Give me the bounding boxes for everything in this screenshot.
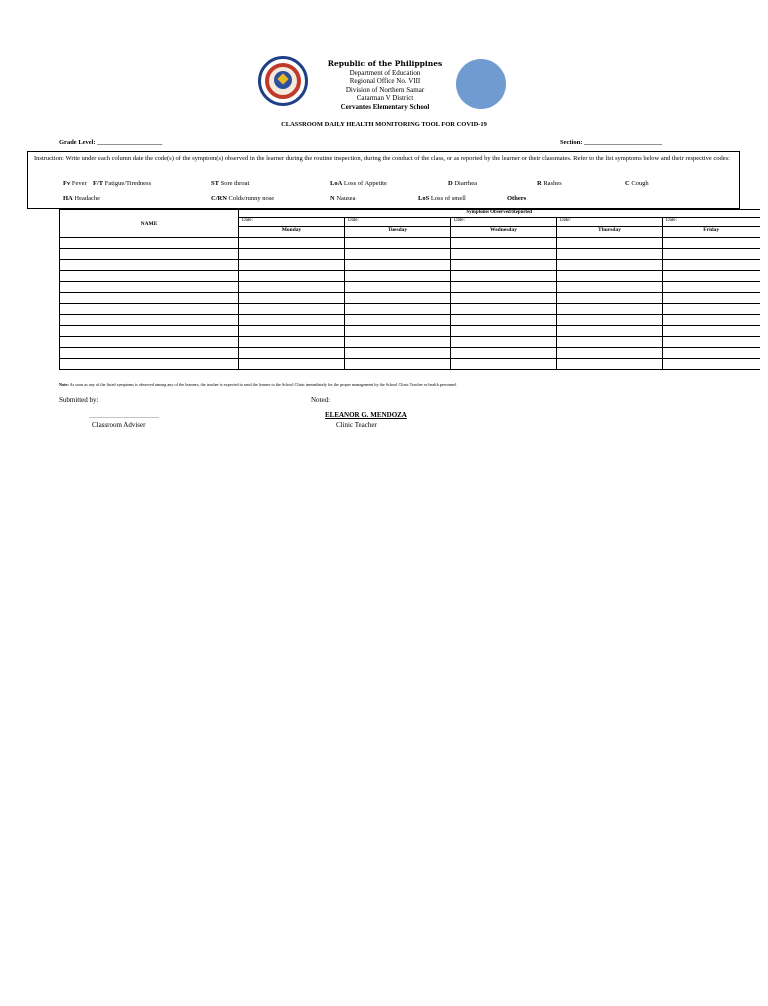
noted-role: Clinic Teacher — [336, 421, 377, 429]
table-row — [60, 271, 760, 282]
symptoms-header: Symptoms Observed/Reported — [239, 210, 760, 218]
table-row — [60, 282, 760, 293]
friday-header: Friday — [663, 227, 760, 238]
table-row — [60, 315, 760, 326]
code-ha: HA Headache — [63, 195, 100, 202]
section-label: Section: — [560, 139, 583, 146]
table-row — [60, 249, 760, 260]
tuesday-date: Date: — [345, 218, 451, 227]
wednesday-date: Date: — [451, 218, 557, 227]
department-text: Department of Education — [349, 68, 421, 77]
code-n: N Nausea — [330, 195, 356, 202]
submitted-role: Classroom Adviser — [92, 421, 146, 429]
friday-date: Date: — [663, 218, 760, 227]
region-text: Regional Office No. VIII — [349, 77, 421, 85]
table-row — [60, 348, 760, 359]
document-title: CLASSROOM DAILY HEALTH MONITORING TOOL FOR COVID-19 — [281, 121, 487, 128]
section-blank: ________________________ — [584, 139, 663, 146]
table-row — [60, 304, 760, 315]
monitoring-table — [59, 209, 760, 370]
noted-name: ELEANOR G. MENDOZA — [325, 411, 407, 419]
division-text: Division of Northern Samar — [345, 85, 425, 94]
code-st: ST Sore throat — [211, 180, 250, 187]
letterhead — [300, 60, 470, 111]
wednesday-header: Wednesday — [451, 227, 557, 238]
instruction-box — [27, 151, 740, 209]
instruction-text: Instruction: Write under each column date the code(s) of the symptom(s) observed in the learner during the routine inspection, during the conduct of the class, or as reported by the learner or their classmates. Refer to the list symptoms below and their respective codes: — [34, 155, 730, 162]
republic-text: Republic of the Philippines — [327, 59, 443, 68]
code-loa: LoA Loss of Appetite — [330, 180, 387, 187]
thursday-date: Date: — [557, 218, 663, 227]
tuesday-header: Tuesday — [345, 227, 451, 238]
noted-label: Noted: — [311, 396, 331, 404]
table-row — [60, 260, 760, 271]
code-others: Others — [507, 195, 527, 202]
note — [59, 382, 457, 387]
thursday-header: Thursday — [557, 227, 663, 238]
section-field — [560, 139, 662, 146]
grade-level-field — [59, 139, 162, 146]
code-r: R Rashes — [537, 180, 562, 187]
code-ft: F/T Fatigue/Tiredness — [93, 180, 152, 187]
note-label: Note: — [59, 382, 69, 387]
table-row — [60, 337, 760, 348]
monday-header: Monday — [239, 227, 345, 238]
table-row — [60, 326, 760, 337]
code-c: C Cough — [625, 180, 649, 187]
district-text: Catarman V District — [356, 94, 414, 102]
monday-date: Date: — [239, 218, 345, 227]
submitted-signature-line: ____________________ — [89, 411, 159, 419]
grade-level-label: Grade Level: — [59, 139, 96, 146]
table-row — [60, 359, 760, 370]
table-row — [60, 238, 760, 249]
submitted-by-label: Submitted by: — [59, 396, 99, 404]
code-d: D Diarrhea — [448, 180, 478, 187]
table-row — [60, 293, 760, 304]
code-fv: Fv Fever — [63, 180, 87, 187]
code-crn: C/RN Colds/runny nose — [211, 195, 275, 202]
code-los: LoS Loss of smell — [418, 195, 466, 202]
note-text: As soon as any of the listed symptoms is observed among any of the learners, the teacher is expected to send the learner to the School Clinic immediately for the proper management by the School Clinic Teacher or health personnel. — [69, 382, 458, 387]
school-name: Cervantes Elementary School — [340, 102, 430, 111]
grade-level-blank: ____________________ — [97, 139, 163, 146]
name-header: NAME — [60, 210, 239, 238]
